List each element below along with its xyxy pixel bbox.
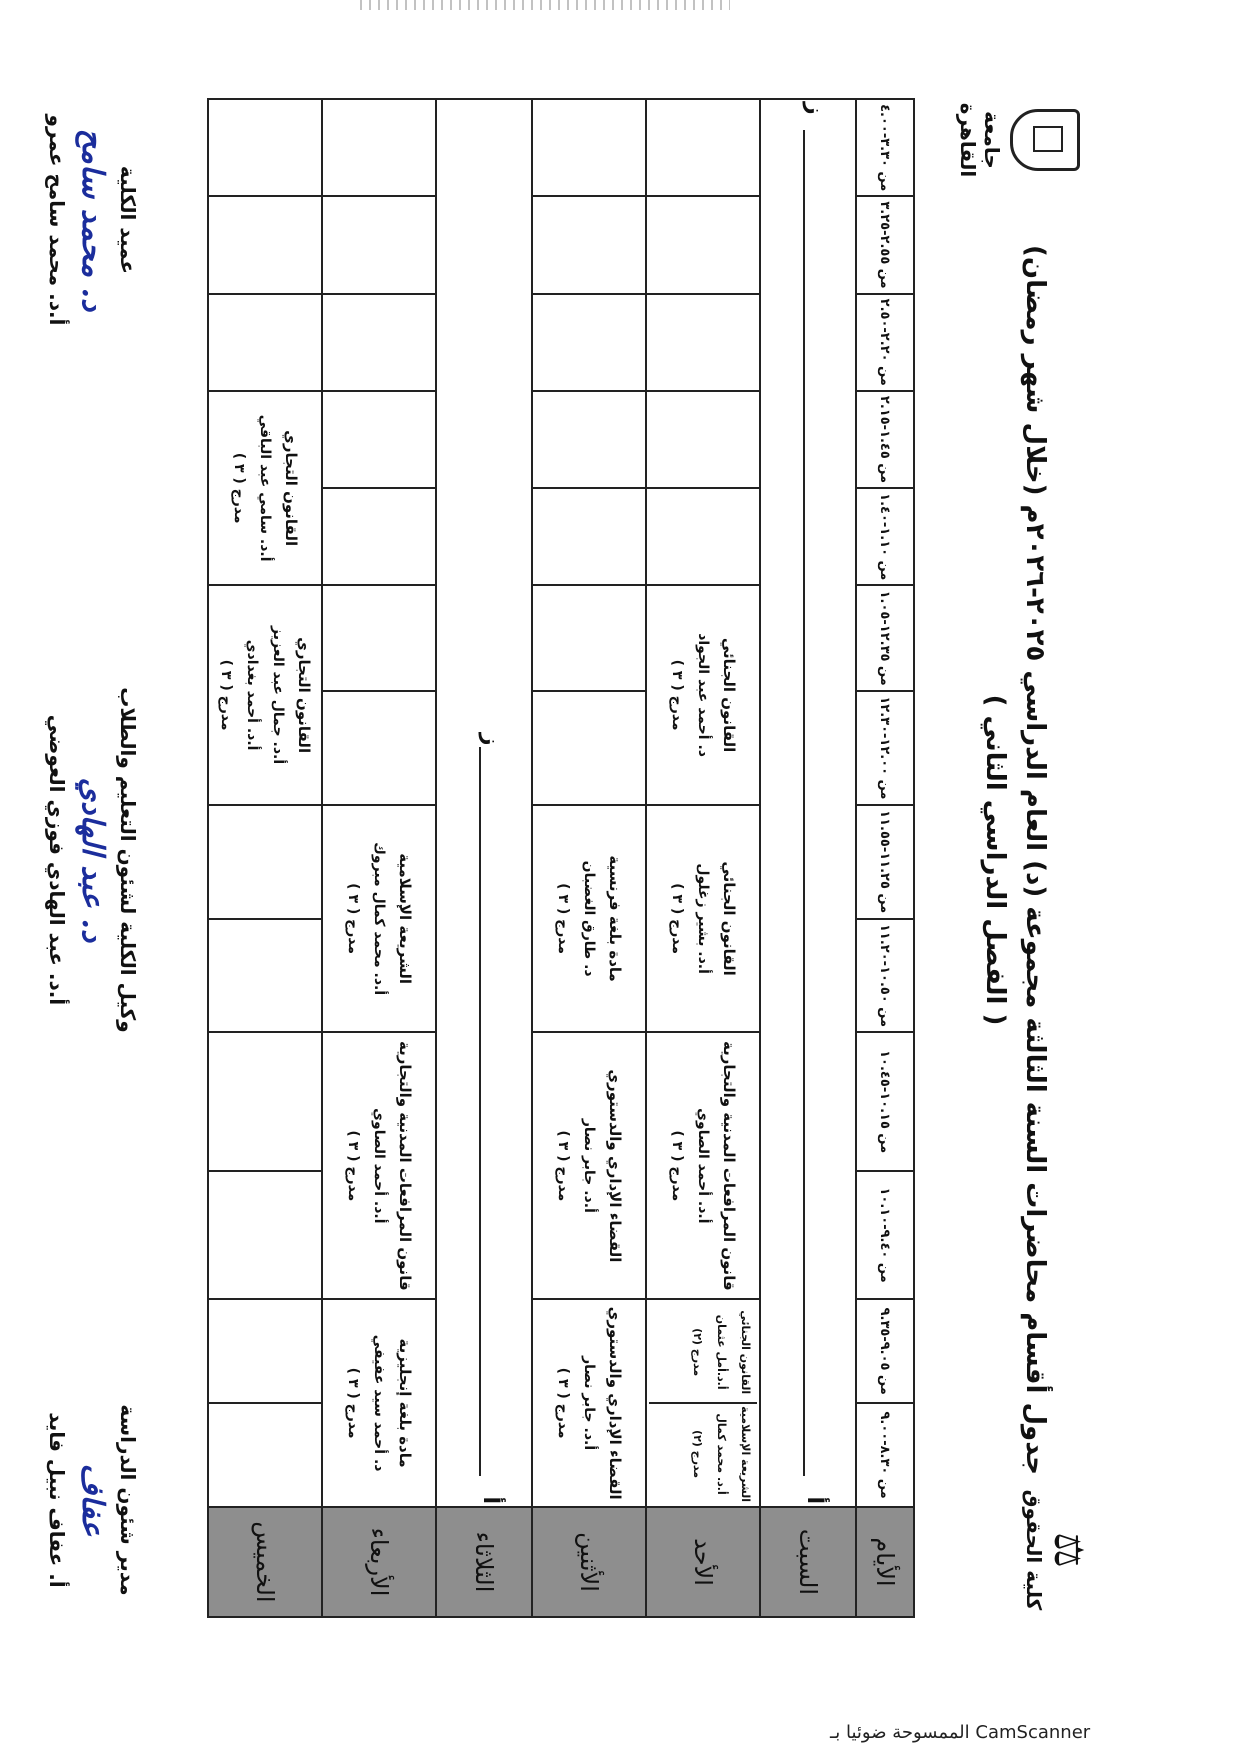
empty-cell [322,691,436,805]
empty-cell [208,1403,322,1507]
empty-cell [532,585,646,691]
schedule-cell [646,805,760,1033]
room-text: مدرج ( ٣ ) [669,883,685,955]
teacher-text: د. أحمد عبد الجواد [695,633,711,757]
faculty-name: كلية الحقوق [1022,1489,1046,1611]
title-subtitle: ( الفصل الدراسي الثاني ) [980,694,1010,1026]
teacher-text: أ.د. أحمد الصاوي [371,1108,387,1224]
teacher-text: أ.د.أمل عثمان [715,1314,728,1390]
time-slot-header: من ٣.٣٠-٤.٠٠ [856,99,914,196]
time-slot-header: من ١١.٢٥-١١.٥٥ [856,805,914,919]
schedule-table [207,98,915,1618]
title-text: جدول أقسام محاضرات السنة الثالثة مجموعة (د) العام الدراسي ٢٠٢٥-٢٠٢٦م (خلال شهر رمضان) [1020,245,1050,1475]
time-header-row [856,99,914,1617]
schedule-cell [208,585,322,804]
empty-cell [208,1171,322,1299]
subject-text: القانون الجنائي [720,861,738,976]
time-slot-header: من ٢.٥٥-٣.٢٥ [856,196,914,293]
room-text: مدرج ( ٣ ) [345,1130,361,1202]
room-text: مدرج ( ٣ ) [345,1367,361,1439]
schedule-cell [532,805,646,1033]
subject-text: القانون الجنائي [739,1310,752,1395]
teacher-text: د. طارق الغضبان [581,860,597,977]
subject-text: قانون المرافعات المدنية والتجارية [396,1041,414,1291]
empty-cell [532,488,646,585]
teacher-text: أ.د. سامي عبد الباقي [257,414,273,562]
scan-edge-marks [360,0,730,10]
empty-cell [646,391,760,488]
university-name: جامعة القاهرة [956,102,1004,178]
schedule-cell [532,1032,646,1299]
schedule-cell [322,1299,436,1507]
scales-of-justice-icon: ⚖ [1045,1532,1091,1568]
teacher-text: أ.د. أحمد بغدادي [244,639,260,751]
faculty-header [1022,1480,1090,1620]
time-slot-header: من ١.١٠-١.٤٠ [856,488,914,585]
room-text: مدرج ( ٣ ) [555,883,571,955]
signature-name: أ.د. محمد سامح عمرو [45,114,69,326]
subject-text: القضاء الإداري والدستوري [606,1306,624,1500]
handwritten-signature: د. عبد الهادي [75,777,110,943]
tuesday-range-note [436,99,532,1507]
empty-cell [208,1032,322,1170]
signature-name: أ. عفاف نبيل فايد [45,1412,69,1588]
empty-cell [532,99,646,196]
empty-cell [532,196,646,293]
teacher-text: أ.د. أحمد الصاوي [695,1108,711,1224]
schedule-cell [208,391,322,586]
university-header [956,80,1080,200]
time-slot-header: من ١٠.١٥-١٠.٤٥ [856,1032,914,1170]
day-label-sunday: الأحد [646,1507,760,1617]
schedule-cell [646,1299,760,1507]
empty-cell [322,488,436,585]
teacher-text: أ.د. بشير زغلول [695,863,711,974]
saturday-row [760,99,856,1617]
teacher-text: أ.د. محمد كمال مبروك [371,842,387,996]
empty-cell [208,919,322,1033]
camscanner-footer: الممسوحة ضوئيا بـ CamScanner [830,1722,1091,1743]
range-arrow-line [479,747,481,1476]
signature-dean [45,80,140,360]
teacher-text: د. أحمد سيد عفيفي [371,1334,387,1472]
subject-text: قانون المرافعات المدنية والتجارية [720,1041,738,1291]
signature-title: مدير شئون الدراسة [116,1404,140,1596]
range-end-label: ز [478,732,503,746]
schedule-cell [322,1032,436,1299]
signature-title: وكيل الكلية لشئون التعليم والطلاب [116,687,140,1033]
empty-cell [322,99,436,196]
saturday-range-note [760,99,856,1507]
room-text: مدرج ( ٣ ) [555,1130,571,1202]
day-label-saturday: السبت [760,1507,856,1617]
range-start-label: أ [478,1496,503,1504]
monday-row [532,99,646,1617]
range-start-label: أ [802,1496,827,1504]
empty-cell [322,391,436,488]
time-slot-header: من ١٢.٣٥-١.٠٥ [856,585,914,691]
room-text: مدرج ( ٣ ) [555,1367,571,1439]
split-half [649,1402,757,1504]
time-slot-header: من ١٢.٠٠-١٢.٣٠ [856,691,914,805]
schedule-cell [646,585,760,804]
empty-cell [208,294,322,391]
document-title [980,220,1050,1500]
subject-text: القانون التجاري [295,637,313,754]
room-text: مدرج ( ٣ ) [669,659,685,731]
time-slot-header: من ٩.٠٥-٩.٣٥ [856,1299,914,1403]
signature-vice-dean [45,640,140,1080]
room-text: مدرج (٢) [691,1430,704,1479]
signature-name: أ.د. عبد الهادي فوزي العوضي [45,714,69,1006]
schedule-cell [532,1299,646,1507]
schedule-cell [322,805,436,1033]
time-slot-header: من ٨.٣٠-٩.٠٠ [856,1403,914,1507]
handwritten-signature: عفاف [75,1463,110,1537]
tuesday-row [436,99,532,1617]
schedule-cell [646,1032,760,1299]
empty-cell [322,585,436,691]
subject-text: مادة بلغة إنجليزية [396,1338,414,1468]
time-slot-header: من ١٠.٥٠-١١.٢٠ [856,919,914,1033]
signature-studies-director [45,1360,140,1640]
day-label-wednesday: الأربعاء [322,1507,436,1617]
split-half [649,1302,757,1402]
empty-cell [532,391,646,488]
handwritten-signature: د. محمد سامح [75,128,110,312]
wednesday-row [322,99,436,1617]
teacher-text: أ.د. محمد كمال [715,1413,728,1495]
empty-cell [208,196,322,293]
empty-cell [208,805,322,919]
teacher-text: أ.د. جابر نصار [581,1356,597,1451]
room-text: مدرج (٢) [691,1328,704,1377]
day-label-tuesday: الثلاثاء [436,1507,532,1617]
empty-cell [646,99,760,196]
subject-text: القانون الجنائي [720,637,738,753]
range-end-label: ز [802,102,827,115]
empty-cell [646,196,760,293]
days-column-header: الأيام [856,1507,914,1617]
room-text: مدرج ( ٣ ) [669,1130,685,1202]
day-label-thursday: الخميس [208,1507,322,1617]
range-arrow-line [803,130,805,1476]
day-label-monday: الأثنين [532,1507,646,1617]
empty-cell [532,691,646,805]
room-text: مدرج ( ٣ ) [231,452,247,524]
teacher-text: أ.د. جمال عبد العزيز [270,626,286,765]
university-logo-icon [1010,109,1080,171]
teacher-text: أ.د. جابر نصار [581,1118,597,1213]
empty-cell [532,294,646,391]
signature-title: عميد الكلية [116,165,140,275]
empty-cell [322,196,436,293]
subject-text: الشريعة الإسلامية [396,853,414,984]
subject-text: القانون التجاري [282,430,300,547]
room-text: مدرج ( ٣ ) [218,659,234,731]
split-cell [649,1302,757,1504]
rotated-document-page [20,40,1120,1680]
empty-cell [646,488,760,585]
sunday-row [646,99,760,1617]
time-slot-header: من ٢.٢٠-٢.٥٠ [856,294,914,391]
empty-cell [646,294,760,391]
time-slot-header: من ٩.٤٠-١٠.١٠ [856,1171,914,1299]
empty-cell [208,99,322,196]
subject-text: الشريعة الإسلامية [739,1406,752,1502]
thursday-row [208,99,322,1617]
time-slot-header: من ١.٤٥-٢.١٥ [856,391,914,488]
room-text: مدرج ( ٣ ) [345,883,361,955]
empty-cell [322,294,436,391]
empty-cell [208,1299,322,1403]
subject-text: القضاء الإداري والدستوري [606,1069,624,1263]
subject-text: مادة بلغة فرنسية [606,855,624,982]
